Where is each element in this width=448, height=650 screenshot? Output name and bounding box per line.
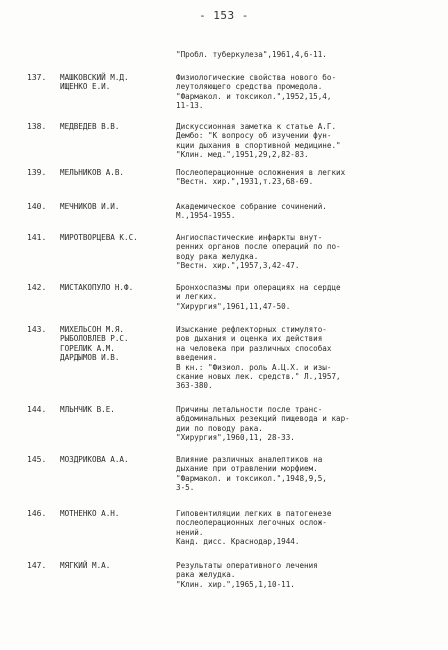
entry-reference: Дискуссионная заметка к статье А.Г. Дембо: "К вопросу об изучении фун- кции дыхания в спортивной медицине." "Клин. мед.",1951,29,2,82-83. bbox=[176, 122, 341, 160]
entry-number: 146. bbox=[27, 509, 47, 518]
entry-number: 144. bbox=[27, 405, 47, 414]
entry-number: 141. bbox=[27, 233, 47, 242]
entry-number: 143. bbox=[27, 325, 47, 334]
entry-authors: МЕДВЕДЕВ В.В. bbox=[60, 122, 120, 131]
entry-authors: МОТНЕНКО А.Н. bbox=[60, 509, 120, 518]
page-number: - 153 - bbox=[199, 9, 249, 22]
entry-authors: МИРОТВОРЦЕВА К.С. bbox=[60, 233, 138, 242]
entry-reference: Результаты оперативного лечения рака желудка. "Клин. хир.",1965,1,10-11. bbox=[176, 561, 318, 589]
entry-number: 139. bbox=[27, 168, 47, 177]
entry-authors: МЛЬНЧИК В.Е. bbox=[60, 405, 115, 414]
entry-reference: Академическое собрание сочинений. М.,1954-1955. bbox=[176, 202, 327, 221]
entry-reference: Гиповентиляции легких в патогенезе послеоперационных легочных ослож- нений. Канд. дисс. Краснодар,1944. bbox=[176, 509, 332, 547]
entry-reference: Физиологические свойства нового бо- леутоляющего средства промедола. "Фармакол. и токсикол.",1952,15,4, 11-13. bbox=[176, 73, 337, 111]
entry-number: 145. bbox=[27, 455, 47, 464]
entry-authors: МЕЛЬНИКОВ А.В. bbox=[60, 168, 125, 177]
entry-authors: МИХЕЛЬСОН М.Я. РЫБОЛОВЛЕВ Р.С. ГОРЕЛИК А.М. ДАРДЫМОВ И.В. bbox=[60, 325, 129, 363]
entry-authors: МИСТАКОПУЛО Н.Ф. bbox=[60, 283, 134, 292]
entry-authors: МАШКОВСКИЙ М.Д. ИЩЕНКО Е.И. bbox=[60, 73, 129, 92]
entry-authors: МЕЧНИКОВ И.И. bbox=[60, 202, 120, 211]
entry-authors: МОЗДРИКОВА А.А. bbox=[60, 455, 129, 464]
entry-number: 140. bbox=[27, 202, 47, 211]
entry-number: 138. bbox=[27, 122, 47, 131]
entry-reference: Послеоперационные осложнения в легких "Вестн. хир.",1931,т.23,68-69. bbox=[176, 168, 346, 187]
entry-reference: Изыскание рефлекторных стимулято- ров дыхания и оценка их действия на человека при различных способах введения. В кн.: "Физиол. роль А.Ц.Х. и изы- скание новых лек. средств." Л.,1957, 363-380. bbox=[176, 325, 341, 391]
continuation-line: "Пробл. туберкулеза",1961,4,6-11. bbox=[176, 50, 327, 59]
entry-reference: Влияние различных аналептиков на дыхание при отравлении морфием. "Фармакол. и токсикол.",1948,9,5, 3-5. bbox=[176, 455, 327, 493]
entry-reference: Причины летальности после транс- абдоминальных резекций пищевода и кар- дии по поводу рака. "Хирургия",1960,11, 28-33. bbox=[176, 405, 350, 443]
entry-number: 142. bbox=[27, 283, 47, 292]
entry-number: 137. bbox=[27, 73, 47, 82]
entry-reference: Ангиоспастические инфаркты внут- ренних органов после операций по по- воду рака желудка. "Вестн. хир.",1957,3,42-47. bbox=[176, 233, 341, 271]
entry-number: 147. bbox=[27, 561, 47, 570]
entry-authors: МЯГКИЙ М.А. bbox=[60, 561, 111, 570]
entry-reference: Бронхоспазмы при операциях на сердце и легких. "Хирургия",1961,11,47-50. bbox=[176, 283, 341, 311]
